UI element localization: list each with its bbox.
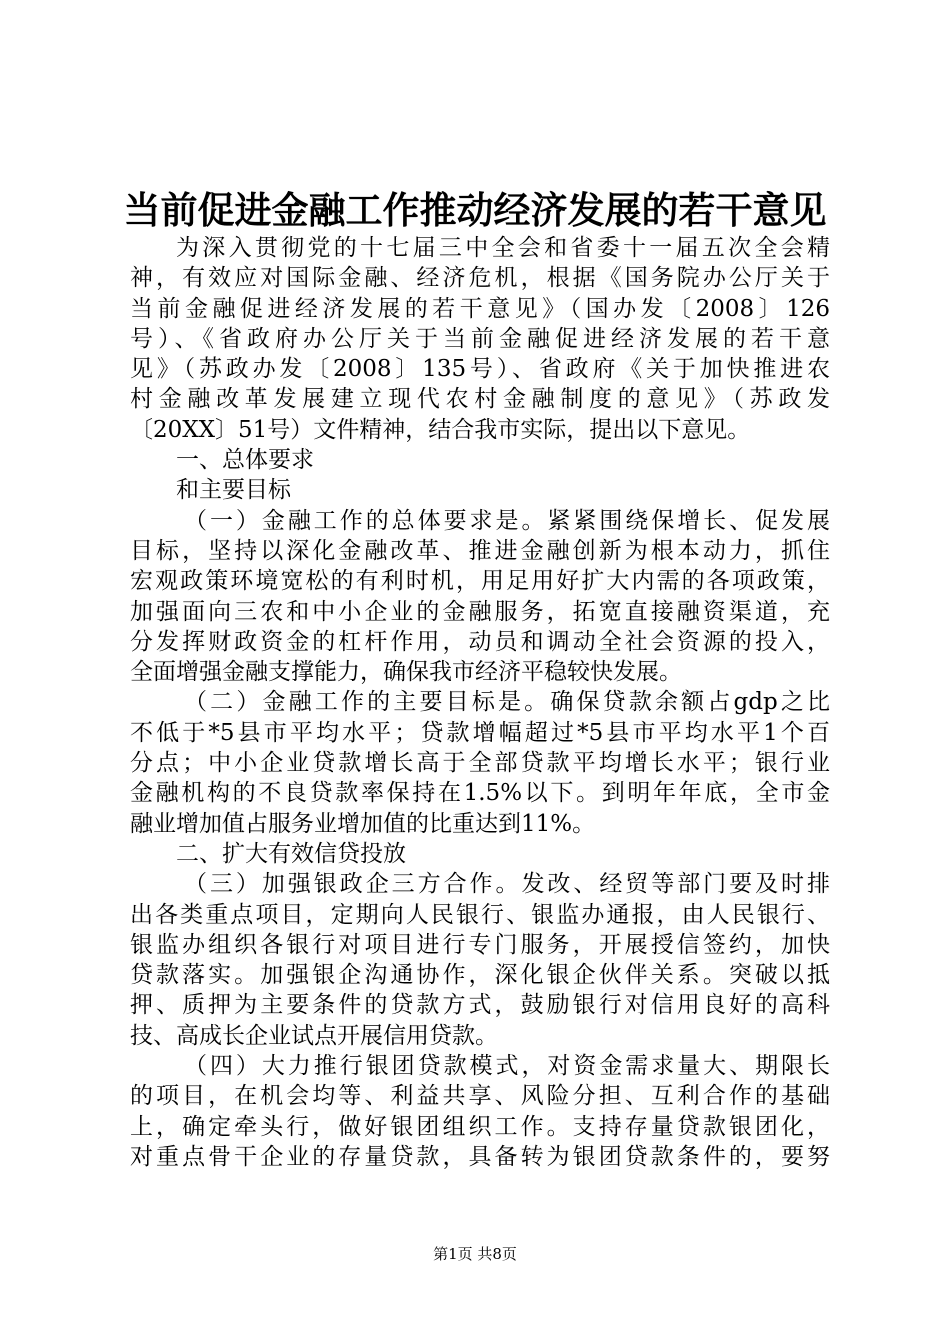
text-line: 村金融改革发展建立现代农村金融制度的意见》（苏政发 — [130, 386, 830, 413]
text-line: 全面增强金融支撑能力，确保我市经济平稳较快发展。 — [130, 659, 682, 686]
text-line: 贷款落实。加强银企沟通协作，深化银企伙伴关系。突破以抵 — [130, 962, 830, 989]
text-line: 当前金融促进经济发展的若干意见》（国办发〔2008〕126 — [130, 295, 830, 322]
text-line: 〔20XX〕51号）文件精神，结合我市实际，提出以下意见。 — [130, 416, 751, 443]
page-footer: 第1页 共8页 — [433, 1245, 517, 1263]
text-line: （三）加强银政企三方合作。发改、经贸等部门要及时排 — [184, 871, 830, 898]
text-line: 宏观政策环境宽松的有利时机，用足用好扩大内需的各项政策， — [130, 568, 830, 595]
text-line: 对重点骨干企业的存量贷款，具备转为银团贷款条件的，要努 — [130, 1143, 830, 1170]
text-line: （一）金融工作的总体要求是。紧紧围绕保增长、促发展 — [184, 507, 830, 534]
text-line: 见》（苏政办发〔2008〕135号）、省政府《关于加快推进农 — [130, 356, 830, 383]
text-line: 不低于*5县市平均水平；贷款增幅超过*5县市平均水平1个百 — [130, 719, 830, 746]
document-body — [130, 233, 830, 1172]
text-line: 出各类重点项目，定期向人民银行、银监办通报，由人民银行、 — [130, 901, 830, 928]
text-line: 一、总体要求 — [176, 447, 314, 474]
text-line: 目标，坚持以深化金融改革、推进金融创新为根本动力，抓住 — [130, 537, 830, 564]
text-line: 押、质押为主要条件的贷款方式，鼓励银行对信用良好的高科 — [130, 992, 830, 1019]
text-line: 为深入贯彻党的十七届三中全会和省委十一届五次全会精 — [176, 235, 830, 261]
text-line: （二）金融工作的主要目标是。确保贷款余额占gdp之比 — [184, 689, 830, 716]
text-line: 和主要目标 — [176, 477, 291, 504]
text-line: 分点；中小企业贷款增长高于全部贷款平均增长水平；银行业 — [130, 750, 830, 777]
text-line: 二、扩大有效信贷投放 — [176, 840, 406, 867]
text-line: 分发挥财政资金的杠杆作用，动员和调动全社会资源的投入， — [130, 628, 830, 655]
text-line: 技、高成长企业试点开展信用贷款。 — [130, 1022, 498, 1049]
text-line: 银监办组织各银行对项目进行专门服务，开展授信签约，加快 — [130, 931, 830, 958]
text-line: 加强面向三农和中小企业的金融服务，拓宽直接融资渠道，充 — [130, 598, 830, 625]
text-line: 融业增加值占服务业增加值的比重达到11%。 — [130, 810, 596, 837]
text-line: 金融机构的不良贷款率保持在1.5%以下。到明年年底，全市金 — [130, 780, 830, 807]
text-line: 的项目，在机会均等、利益共享、风险分担、互利合作的基础 — [130, 1083, 830, 1110]
document-title: 当前促进金融工作推动经济发展的若干意见 — [123, 188, 827, 232]
text-line: 神，有效应对国际金融、经济危机，根据《国务院办公厅关于 — [130, 265, 830, 292]
text-line: 号）、《省政府办公厅关于当前金融促进经济发展的若干意 — [130, 325, 830, 352]
text-line: 上，确定牵头行，做好银团组织工作。支持存量贷款银团化， — [130, 1113, 830, 1140]
text-line: （四）大力推行银团贷款模式，对资金需求量大、期限长 — [184, 1053, 830, 1080]
